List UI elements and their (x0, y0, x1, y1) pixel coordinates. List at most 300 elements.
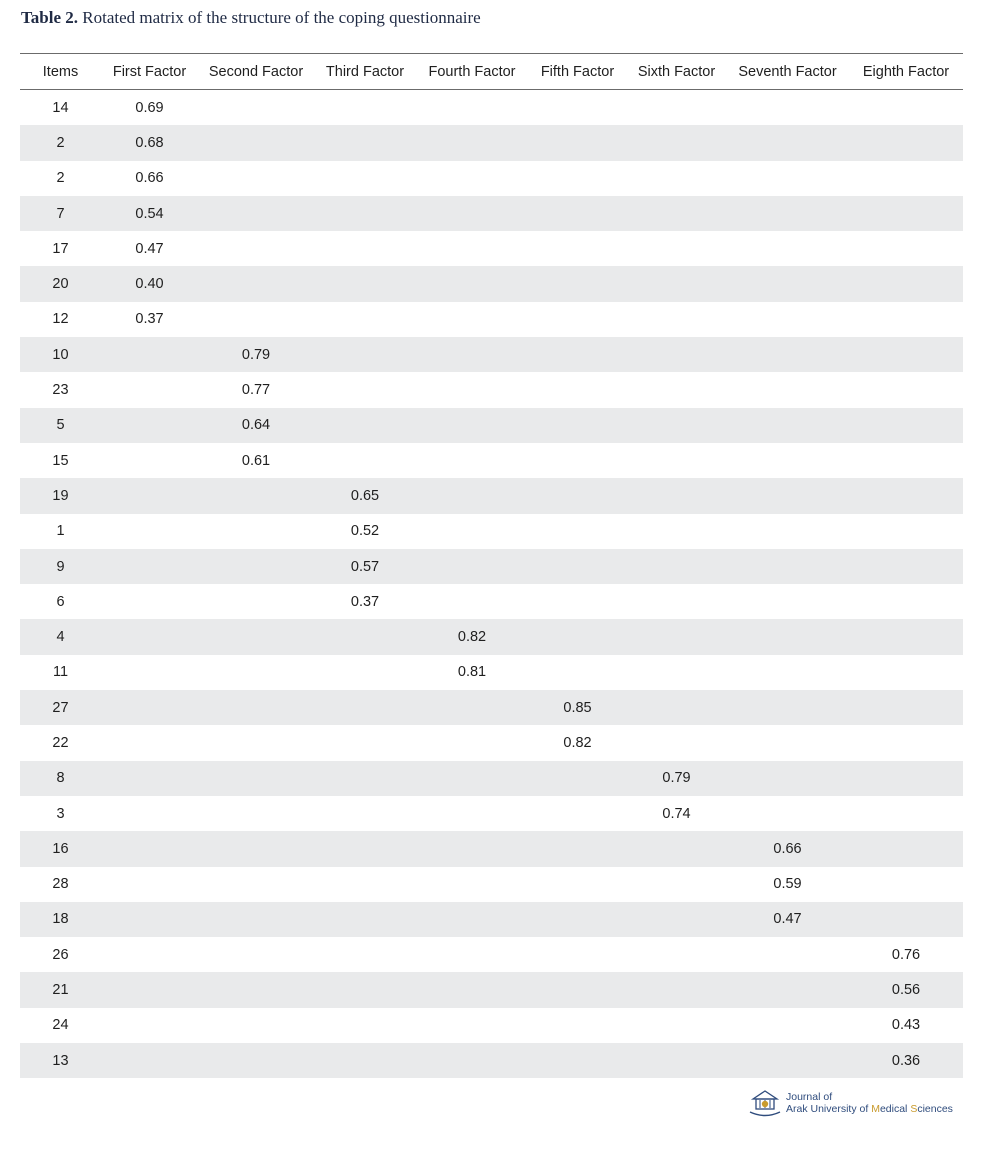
item-number-cell: 22 (52, 734, 69, 751)
header-row (20, 54, 963, 90)
item-number-cell: 11 (52, 664, 69, 681)
factor-loading-cell (726, 972, 849, 1007)
factor-loading-cell (726, 514, 849, 549)
header-factor: Fifth Factor (528, 54, 627, 90)
factor-loading-cell (416, 867, 528, 902)
factor-loading-cell (627, 478, 726, 513)
table-row (20, 725, 963, 760)
table-row (20, 408, 963, 443)
table-row (20, 514, 963, 549)
header-factor: Eighth Factor (849, 54, 963, 90)
factor-loading-cell (849, 443, 963, 478)
factor-loading-cell (726, 125, 849, 160)
factor-loading-cell (528, 584, 627, 619)
factor-loading-cell: 0.43 (891, 1017, 921, 1034)
factor-loading-cell (416, 90, 528, 126)
item-number-cell: 18 (20, 902, 101, 937)
factor-loading-cell (416, 796, 528, 831)
factor-loading-cell (101, 372, 198, 407)
factor-loading-cell (198, 125, 314, 160)
factor-loading-cell (849, 514, 963, 549)
factor-loading-cell (416, 302, 528, 337)
factor-loading-cell (849, 902, 963, 937)
factor-loading-cell (726, 478, 849, 513)
factor-loading-cell (416, 972, 528, 1007)
factor-loading-cell (198, 867, 314, 902)
factor-loading-cell (726, 443, 849, 478)
factor-loading-cell (416, 937, 528, 972)
factor-loading-cell (314, 619, 416, 654)
item-number-cell: 12 (52, 311, 69, 328)
factor-loading-cell (416, 514, 528, 549)
factor-loading-cell (101, 867, 198, 902)
item-number-cell: 21 (20, 972, 101, 1007)
item-number-cell: 28 (52, 876, 69, 893)
item-number-cell: 1 (56, 523, 65, 540)
factor-loading-cell (726, 161, 849, 196)
factor-loading-cell (726, 584, 849, 619)
factor-loading-cell (416, 372, 528, 407)
factor-loading-cell: 0.47 (726, 902, 849, 937)
factor-loading-cell (528, 161, 627, 196)
factor-loading-cell (627, 831, 726, 866)
factor-loading-cell (726, 796, 849, 831)
factor-loading-cell (198, 584, 314, 619)
factor-loading-cell (528, 196, 627, 231)
item-number-cell: 26 (52, 946, 69, 963)
factor-loading-cell (726, 372, 849, 407)
factor-loading-cell (627, 443, 726, 478)
table-row (20, 161, 963, 196)
factor-loading-cell (101, 1043, 198, 1078)
factor-loading-cell: 0.59 (773, 876, 802, 893)
table-row (20, 1008, 963, 1043)
factor-loading-cell (528, 867, 627, 902)
factor-loading-cell (416, 761, 528, 796)
factor-loading-cell (849, 690, 963, 725)
factor-loading-cell (627, 90, 726, 126)
factor-loading-cell (101, 337, 198, 372)
factor-loading-cell (528, 1043, 627, 1078)
factor-loading-cell (627, 161, 726, 196)
factor-loading-cell (726, 266, 849, 301)
item-number-cell: 15 (52, 452, 69, 469)
factor-loading-cell (627, 972, 726, 1007)
item-number-cell: 5 (20, 408, 101, 443)
factor-loading-cell (198, 514, 314, 549)
factor-loading-cell: 0.61 (241, 452, 271, 469)
factor-loading-cell (314, 372, 416, 407)
item-number-cell: 7 (20, 196, 101, 231)
table-row (20, 125, 963, 160)
factor-loading-cell (627, 231, 726, 266)
factor-loading-cell (314, 1008, 416, 1043)
factor-loading-cell (416, 337, 528, 372)
table-row (20, 549, 963, 584)
factor-loading-cell (198, 831, 314, 866)
factor-loading-cell (198, 478, 314, 513)
table-row (20, 90, 963, 126)
factor-loading-cell (627, 690, 726, 725)
factor-loading-cell (528, 972, 627, 1007)
table-row (20, 266, 963, 301)
rotated-matrix-table (20, 53, 963, 1078)
factor-loading-cell (198, 655, 314, 690)
factor-loading-cell (627, 902, 726, 937)
factor-loading-cell (314, 196, 416, 231)
factor-loading-cell (726, 761, 849, 796)
table-row (20, 337, 963, 372)
factor-loading-cell (101, 408, 198, 443)
table-row (20, 231, 963, 266)
logo-line-journal: Journal of (786, 1091, 833, 1103)
factor-loading-cell (627, 655, 726, 690)
factor-loading-cell (627, 867, 726, 902)
factor-loading-cell (726, 337, 849, 372)
factor-loading-cell (101, 725, 198, 760)
factor-loading-cell (314, 443, 416, 478)
factor-loading-cell (198, 972, 314, 1007)
factor-loading-cell (528, 231, 627, 266)
factor-loading-cell (849, 655, 963, 690)
factor-loading-cell (726, 619, 849, 654)
factor-loading-cell (101, 655, 198, 690)
factor-loading-cell (314, 761, 416, 796)
factor-loading-cell (416, 725, 528, 760)
factor-loading-cell (528, 549, 627, 584)
factor-loading-cell (849, 584, 963, 619)
factor-loading-cell (726, 1043, 849, 1078)
factor-loading-cell (627, 372, 726, 407)
factor-loading-cell (849, 831, 963, 866)
item-number-cell: 19 (20, 478, 101, 513)
factor-loading-cell (101, 1008, 198, 1043)
factor-loading-cell (416, 1043, 528, 1078)
factor-loading-cell: 0.47 (135, 240, 164, 257)
item-number-cell: 9 (20, 549, 101, 584)
item-number-cell: 14 (52, 99, 69, 116)
factor-loading-cell (198, 690, 314, 725)
factor-loading-cell (314, 655, 416, 690)
header-items: Items (20, 54, 101, 90)
factor-loading-cell (101, 514, 198, 549)
factor-loading-cell (528, 90, 627, 126)
factor-loading-cell (314, 408, 416, 443)
factor-loading-cell (627, 1008, 726, 1043)
factor-loading-cell (101, 902, 198, 937)
factor-loading-cell: 0.82 (416, 619, 528, 654)
factor-loading-cell (627, 725, 726, 760)
table-row (20, 1043, 963, 1078)
factor-loading-cell: 0.76 (891, 946, 921, 963)
factor-loading-cell (528, 831, 627, 866)
factor-loading-cell (101, 761, 198, 796)
factor-loading-cell (314, 690, 416, 725)
factor-loading-cell (314, 725, 416, 760)
factor-loading-cell (849, 761, 963, 796)
header-factor: Second Factor (198, 54, 314, 90)
factor-loading-cell (528, 902, 627, 937)
factor-loading-cell (416, 408, 528, 443)
factor-loading-cell (314, 161, 416, 196)
table-row (20, 655, 963, 690)
factor-loading-cell (726, 90, 849, 126)
factor-loading-cell (198, 549, 314, 584)
header-factor: Fourth Factor (416, 54, 528, 90)
factor-loading-cell (416, 831, 528, 866)
factor-loading-cell (726, 549, 849, 584)
factor-loading-cell (849, 372, 963, 407)
factor-loading-cell: 0.66 (135, 170, 164, 187)
factor-loading-cell (198, 196, 314, 231)
factor-loading-cell (314, 266, 416, 301)
factor-loading-cell (726, 690, 849, 725)
item-number-cell: 10 (20, 337, 101, 372)
factor-loading-cell (314, 337, 416, 372)
factor-loading-cell (726, 655, 849, 690)
factor-loading-cell (314, 231, 416, 266)
factor-loading-cell (416, 266, 528, 301)
factor-loading-cell (849, 619, 963, 654)
journal-logo (748, 1086, 964, 1120)
factor-loading-cell: 0.79 (627, 761, 726, 796)
table-row (20, 937, 963, 972)
factor-loading-cell (198, 761, 314, 796)
factor-loading-cell (726, 302, 849, 337)
factor-loading-cell (101, 796, 198, 831)
factor-loading-cell (198, 302, 314, 337)
factor-loading-cell (198, 619, 314, 654)
factor-loading-cell (416, 690, 528, 725)
factor-loading-cell (849, 231, 963, 266)
table-row (20, 584, 963, 619)
factor-loading-cell (627, 196, 726, 231)
factor-loading-cell (528, 514, 627, 549)
factor-loading-cell (726, 231, 849, 266)
factor-loading-cell (726, 725, 849, 760)
factor-loading-cell (198, 231, 314, 266)
factor-loading-cell (101, 549, 198, 584)
factor-loading-cell: 0.82 (563, 734, 592, 751)
factor-loading-cell (314, 867, 416, 902)
factor-loading-cell (101, 584, 198, 619)
factor-table-container (20, 53, 963, 1078)
factor-loading-cell (849, 796, 963, 831)
factor-loading-cell (314, 125, 416, 160)
item-number-cell: 24 (52, 1017, 69, 1034)
factor-loading-cell (726, 408, 849, 443)
factor-loading-cell (198, 90, 314, 126)
factor-loading-cell (726, 196, 849, 231)
item-number-cell: 4 (20, 619, 101, 654)
factor-loading-cell (416, 196, 528, 231)
table-row (20, 831, 963, 866)
factor-loading-cell (849, 196, 963, 231)
logo-line-university: Arak University of Medical Sciences (786, 1103, 953, 1115)
table-row (20, 196, 963, 231)
factor-loading-cell: 0.65 (314, 478, 416, 513)
factor-loading-cell (528, 408, 627, 443)
item-number-cell: 3 (56, 805, 65, 822)
factor-loading-cell (627, 514, 726, 549)
table-row (20, 443, 963, 478)
factor-loading-cell (198, 902, 314, 937)
factor-loading-cell: 0.40 (101, 266, 198, 301)
factor-loading-cell (528, 937, 627, 972)
item-number-cell: 13 (20, 1043, 101, 1078)
factor-loading-cell (416, 231, 528, 266)
factor-loading-cell (726, 1008, 849, 1043)
factor-loading-cell: 0.85 (528, 690, 627, 725)
journal-emblem-icon (748, 1088, 782, 1118)
caption-label: Table 2. (21, 8, 79, 27)
factor-loading-cell: 0.54 (101, 196, 198, 231)
factor-loading-cell (627, 549, 726, 584)
factor-loading-cell: 0.81 (457, 664, 487, 681)
table-row (20, 902, 963, 937)
item-number-cell: 27 (20, 690, 101, 725)
factor-loading-cell (528, 443, 627, 478)
factor-loading-cell (101, 831, 198, 866)
factor-loading-cell: 0.57 (314, 549, 416, 584)
factor-loading-cell (528, 337, 627, 372)
table-header (20, 54, 963, 90)
factor-loading-cell (314, 831, 416, 866)
table-row (20, 619, 963, 654)
item-number-cell: 8 (20, 761, 101, 796)
factor-loading-cell (314, 902, 416, 937)
factor-loading-cell (627, 1043, 726, 1078)
factor-loading-cell (528, 655, 627, 690)
factor-loading-cell (627, 125, 726, 160)
factor-loading-cell (849, 337, 963, 372)
table-row (20, 867, 963, 902)
factor-loading-cell (528, 478, 627, 513)
factor-loading-cell (416, 161, 528, 196)
header-factor: Sixth Factor (627, 54, 726, 90)
caption-text: Rotated matrix of the structure of the coping questionnaire (78, 8, 481, 27)
factor-loading-cell: 0.52 (350, 523, 380, 540)
table-body (20, 90, 963, 1079)
table-row (20, 796, 963, 831)
table-caption (21, 8, 481, 28)
factor-loading-cell (416, 443, 528, 478)
factor-loading-cell (416, 549, 528, 584)
factor-loading-cell (416, 584, 528, 619)
factor-loading-cell (627, 337, 726, 372)
factor-loading-cell: 0.77 (241, 382, 271, 399)
table-row (20, 302, 963, 337)
table-row (20, 690, 963, 725)
factor-loading-cell (627, 584, 726, 619)
factor-loading-cell (528, 372, 627, 407)
factor-loading-cell (101, 619, 198, 654)
factor-loading-cell: 0.68 (101, 125, 198, 160)
factor-loading-cell (314, 937, 416, 972)
factor-loading-cell: 0.37 (135, 311, 164, 328)
factor-loading-cell (528, 1008, 627, 1043)
factor-loading-cell (416, 125, 528, 160)
factor-loading-cell (627, 937, 726, 972)
factor-loading-cell (314, 1043, 416, 1078)
table-row (20, 972, 963, 1007)
factor-loading-cell (849, 125, 963, 160)
factor-loading-cell (416, 902, 528, 937)
item-number-cell: 20 (20, 266, 101, 301)
item-number-cell: 2 (20, 125, 101, 160)
factor-loading-cell (627, 266, 726, 301)
factor-loading-cell (849, 302, 963, 337)
factor-loading-cell: 0.37 (350, 593, 380, 610)
factor-loading-cell (849, 725, 963, 760)
factor-loading-cell (314, 90, 416, 126)
factor-loading-cell (849, 867, 963, 902)
factor-loading-cell (627, 302, 726, 337)
factor-loading-cell: 0.64 (198, 408, 314, 443)
factor-loading-cell (528, 619, 627, 654)
item-number-cell: 23 (52, 382, 69, 399)
factor-loading-cell (314, 972, 416, 1007)
factor-loading-cell (101, 972, 198, 1007)
factor-loading-cell (198, 266, 314, 301)
factor-loading-cell (314, 302, 416, 337)
factor-loading-cell (849, 408, 963, 443)
factor-loading-cell (849, 478, 963, 513)
item-number-cell: 6 (56, 593, 65, 610)
item-number-cell: 2 (56, 170, 65, 187)
factor-loading-cell (849, 549, 963, 584)
factor-loading-cell (314, 796, 416, 831)
factor-loading-cell: 0.69 (135, 99, 164, 116)
factor-loading-cell (198, 1008, 314, 1043)
header-factor: Third Factor (314, 54, 416, 90)
table-row (20, 478, 963, 513)
factor-loading-cell: 0.66 (726, 831, 849, 866)
factor-loading-cell (198, 937, 314, 972)
factor-loading-cell (101, 690, 198, 725)
factor-loading-cell (528, 302, 627, 337)
factor-loading-cell (627, 619, 726, 654)
header-factor: First Factor (101, 54, 198, 90)
factor-loading-cell (198, 796, 314, 831)
factor-loading-cell (528, 761, 627, 796)
factor-loading-cell: 0.36 (849, 1043, 963, 1078)
factor-loading-cell (528, 125, 627, 160)
factor-loading-cell (528, 796, 627, 831)
factor-loading-cell (627, 408, 726, 443)
factor-loading-cell (849, 90, 963, 126)
factor-loading-cell (528, 266, 627, 301)
factor-loading-cell (198, 161, 314, 196)
factor-loading-cell (416, 478, 528, 513)
factor-loading-cell (726, 937, 849, 972)
header-factor: Seventh Factor (726, 54, 849, 90)
item-number-cell: 16 (20, 831, 101, 866)
factor-loading-cell: 0.74 (662, 805, 691, 822)
factor-loading-cell: 0.56 (849, 972, 963, 1007)
factor-loading-cell (101, 443, 198, 478)
factor-loading-cell (198, 725, 314, 760)
factor-loading-cell (849, 266, 963, 301)
table-row (20, 761, 963, 796)
factor-loading-cell (416, 1008, 528, 1043)
factor-loading-cell (198, 1043, 314, 1078)
factor-loading-cell (849, 161, 963, 196)
table-row (20, 372, 963, 407)
item-number-cell: 17 (52, 240, 69, 257)
factor-loading-cell (101, 937, 198, 972)
factor-loading-cell: 0.79 (198, 337, 314, 372)
